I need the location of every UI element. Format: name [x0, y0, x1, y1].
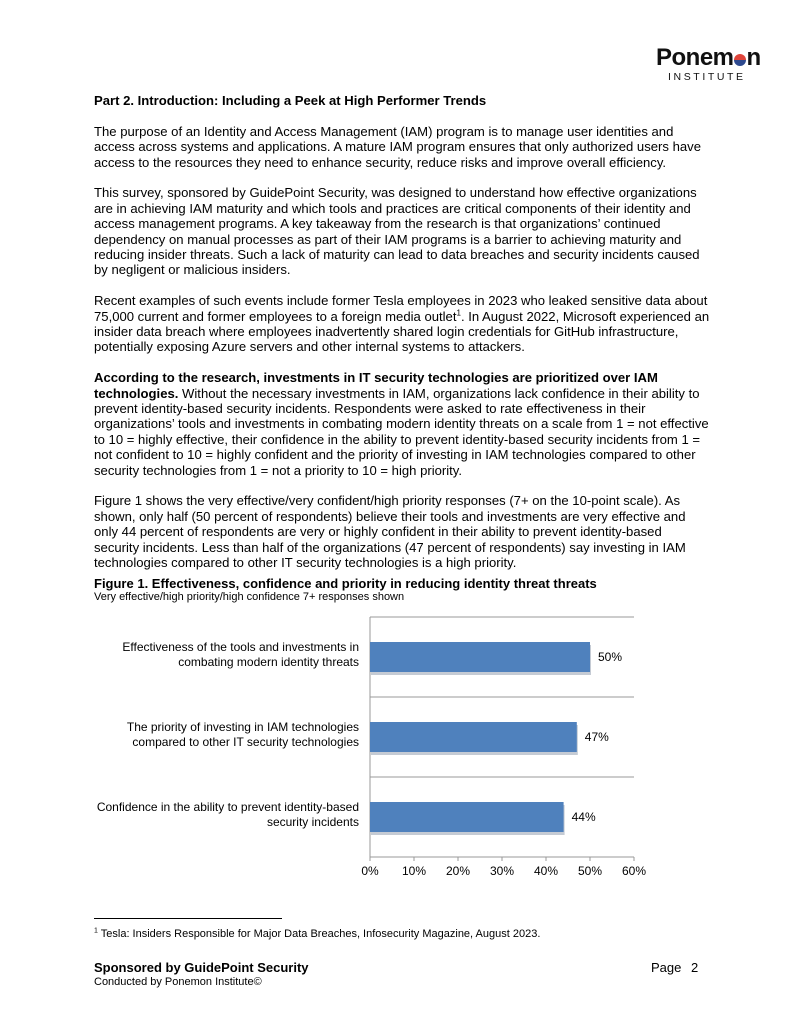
chart-category-label: combating modern identity threats — [178, 655, 359, 669]
chart-x-tick-label: 40% — [533, 864, 559, 878]
footer-sponsor: Sponsored by GuidePoint Security — [94, 960, 309, 975]
chart-bar — [370, 722, 577, 752]
chart-bar — [370, 642, 590, 672]
paragraph-4: According to the research, investments in IT security technologies are prioritized over IAM technologies. Without the necessary investments in IAM, organizations lack confidence in their ability to prevent identity-based security incidents. Respondents were asked to rate effectiveness in their organizations’ tools and investments in combating modern identity threats on a scale from 1 = not effective to 10 = highly effective, their confidence in the ability to prevent identity-based security incidents from 1 = not confident to 10 = highly confident and the priority of investing in IAM technologies compared to other security technologies from 1 = not a priority to 10 = high priority. — [94, 370, 709, 478]
figure-subtitle: Very effective/high priority/high confidence 7+ responses shown — [94, 591, 405, 603]
chart-x-tick-label: 10% — [401, 864, 427, 878]
chart-x-tick-label: 0% — [361, 864, 379, 878]
chart-bar — [370, 802, 564, 832]
logo-subtitle: INSTITUTE — [668, 71, 746, 83]
figure-title: Figure 1. Effectiveness, confidence and priority in reducing identity threat threats — [94, 576, 597, 591]
chart-category-label: Confidence in the ability to prevent identity-based — [96, 800, 359, 814]
footnote-divider — [94, 918, 282, 919]
key-finding: According to the research, investments in IT security technologies are prioritized over IAM technologies. — [94, 370, 658, 401]
page-number: Page 2 — [651, 960, 699, 975]
chart-category-label: security incidents — [266, 815, 359, 829]
chart-category-label: Effectiveness of the tools and investments in — [122, 640, 359, 654]
chart-value-label: 44% — [571, 810, 596, 824]
chart-x-tick-label: 60% — [621, 864, 647, 878]
footnote: $^1$ Tesla: Insiders Responsible for Major Data Breaches, Infosecurity Magazine, August 2023. — [94, 927, 541, 940]
paragraph-2: This survey, sponsored by GuidePoint Security, was designed to understand how effective organizations are in achieving IAM maturity and which tools and practices are critical components of their identity and access management programs. A key takeaway from the research is that organizations’ continued dependency on manual processes as part of their IAM programs is a barrier to achieving maturity and reducing insider threats. Such a lack of maturity can lead to data breaches and security incidents caused by negligent or malicious insiders. — [94, 185, 700, 278]
ponemon-logo — [656, 44, 774, 84]
paragraph-5: Figure 1 shows the very effective/very confident/high priority responses (7+ on the 10-point scale). As shown, only half (50 percent of respondents) believe their tools and investments are very effective and only 44 percent of respondents are very or highly confident in their ability to prevent identity-based security incidents. Less than half of the organizations (47 percent of respondents) say investing in IAM technologies compared to other IT security technologies is a high priority. — [94, 493, 686, 571]
paragraph-3: Recent examples of such events include former Tesla employees in 2023 who leaked sensitive data about 75,000 current and former employees to a foreign media outlet$^1$. In August 2022, Microsoft experienced an insider data breach where employees inadvertently shared login credentials for GitHub infrastructure, potentially exposing Azure servers and other internal systems to attackers. — [94, 293, 710, 355]
chart-value-label: 47% — [584, 730, 609, 744]
chart-x-tick-label: 30% — [489, 864, 515, 878]
footnote-ref: 1 — [456, 308, 461, 318]
bar-chart — [0, 605, 800, 885]
section-heading: Part 2. Introduction: Including a Peek at High Performer Trends — [94, 93, 487, 108]
logo-dot-icon — [734, 54, 746, 66]
chart-x-tick-label: 50% — [577, 864, 603, 878]
chart-category-label: The priority of investing in IAM technologies — [126, 720, 359, 734]
chart-value-label: 50% — [598, 650, 623, 664]
logo-wordmark: Ponem n — [656, 44, 761, 71]
chart-x-tick-label: 20% — [445, 864, 471, 878]
paragraph-1: The purpose of an Identity and Access Management (IAM) program is to manage user identities and access across systems and applications. A mature IAM program ensures that only authorized users have access to the resources they need to enhance security, reduce risks and improve overall efficiency. — [94, 123, 701, 170]
chart-category-label: compared to other IT security technologies — [132, 735, 359, 749]
footer-conducted: Conducted by Ponemon Institute© — [94, 976, 262, 988]
document-body — [94, 93, 710, 586]
